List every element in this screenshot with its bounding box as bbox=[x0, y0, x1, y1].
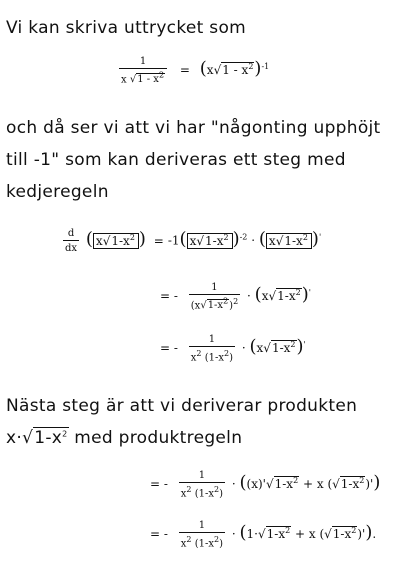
eq3-rad-sq: 2 bbox=[223, 297, 229, 306]
eq4-numerator: 1 bbox=[208, 334, 216, 345]
eq6-fraction bbox=[179, 520, 225, 549]
eq4-fraction bbox=[189, 334, 235, 363]
eq2-paren-open: ( bbox=[85, 228, 93, 250]
eq3-rhs-radicand bbox=[276, 288, 302, 303]
eq5-radicand bbox=[274, 476, 300, 491]
eq1-denominator bbox=[119, 68, 167, 85]
eq1-rhs-x: x bbox=[206, 63, 214, 78]
eq6-rad-text-2: 1-x bbox=[332, 527, 352, 542]
eq4-rhs-radicand bbox=[271, 340, 297, 355]
eq2-radicand-3 bbox=[283, 233, 309, 248]
eq5-x2: x bbox=[316, 477, 324, 492]
eq5-rad-sq-2: 2 bbox=[359, 476, 365, 486]
eq2-boxed-term-3 bbox=[266, 233, 312, 249]
eq6-paren-open: ( bbox=[239, 522, 247, 544]
eq6-radicand bbox=[266, 526, 292, 541]
equation-1 bbox=[116, 56, 269, 85]
eq3-numerator: 1 bbox=[211, 282, 218, 293]
eq3-paren-open: ( bbox=[254, 284, 262, 306]
eq6-dot: · bbox=[231, 527, 236, 542]
eq2-dot: · bbox=[251, 233, 256, 248]
line6-rest: med produktregeln bbox=[68, 428, 243, 448]
eq1-den-x: x bbox=[121, 74, 127, 86]
eq2-boxed-term bbox=[93, 233, 139, 249]
sqrt-icon bbox=[263, 341, 271, 355]
line6-sq: 2 bbox=[62, 429, 68, 439]
eq3-rhs-x: x bbox=[261, 289, 269, 304]
eq4-rhs-x: x bbox=[256, 341, 264, 356]
eq2-boxed-term-2 bbox=[187, 233, 233, 249]
eq5-rad-text-2: 1-x bbox=[340, 477, 360, 492]
eq6-rad-sq: 2 bbox=[285, 526, 291, 536]
text-line-6: x·√ $1-x^2$ med produktregeln bbox=[6, 428, 242, 448]
sqrt-icon bbox=[196, 234, 204, 248]
eq2-paren3-close: ) bbox=[311, 228, 319, 250]
eq3-rhs-rad-text: 1-x bbox=[277, 289, 296, 304]
eq5-paren-close: ) bbox=[373, 472, 381, 494]
eq3-rad-text: 1-x bbox=[207, 300, 224, 312]
eq6-rad-sq-2: 2 bbox=[351, 526, 357, 536]
eq3-lead: = - bbox=[160, 289, 178, 304]
eq2-rad-sq: 2 bbox=[129, 232, 135, 242]
eq1-rad-sq: 2 bbox=[158, 71, 165, 80]
eq2-rad-text: 1-x bbox=[111, 233, 130, 248]
eq4-paren-close: ) bbox=[296, 336, 304, 358]
eq1-rad-text: 1 - x bbox=[137, 74, 159, 86]
sqrt-icon bbox=[266, 477, 274, 491]
eq5-den-paren-sq: 2 bbox=[213, 485, 220, 494]
eq2-x2: x bbox=[189, 233, 197, 248]
eq2-prime: ' bbox=[318, 232, 322, 242]
equation-2 bbox=[60, 228, 321, 254]
eq2-rad-sq-3: 2 bbox=[302, 232, 308, 242]
eq5-den-x: x bbox=[180, 488, 187, 500]
eq4-den-sq: 2 bbox=[196, 349, 202, 358]
eq4-rhs-sq: 2 bbox=[290, 340, 296, 350]
eq4-paren-open: ( bbox=[249, 336, 257, 358]
eq4-dot: · bbox=[241, 341, 246, 356]
eq2-radicand bbox=[110, 233, 136, 248]
eq5-dot: · bbox=[231, 477, 236, 492]
eq2-radicand-2 bbox=[204, 233, 230, 248]
eq5-rad-sq: 2 bbox=[293, 476, 299, 486]
eq2-paren2-close: ) bbox=[232, 228, 240, 250]
eq2-x: x bbox=[95, 233, 103, 248]
eq6-den-paren: (1-x bbox=[194, 538, 214, 550]
eq1-radicand bbox=[136, 73, 165, 85]
eq5-paren-open: ( bbox=[239, 472, 247, 494]
eq1-paren-open: ( bbox=[199, 58, 207, 80]
eq1-rhs-rad-text: 1 - x bbox=[222, 63, 249, 78]
eq4-den-x: x bbox=[190, 352, 197, 364]
eq3-denominator: (x√ $1-x^2)^2$ bbox=[189, 294, 240, 311]
eq3-dot: · bbox=[247, 289, 251, 304]
eq2-equals: = bbox=[153, 233, 164, 248]
text-line-4: kedjeregeln bbox=[6, 182, 109, 202]
eq4-prime: ' bbox=[303, 340, 306, 350]
eq1-rhs-radicand bbox=[221, 62, 254, 77]
eq3-den-sq: 2 bbox=[233, 297, 239, 306]
text-line-1: Vi kan skriva uttrycket som bbox=[6, 18, 247, 38]
sqrt-icon bbox=[268, 289, 276, 303]
equation-5: = - $\frac{1}{x^2 (1-x^2)}$ · ((x)'√ $1-x^2 + x$ (√ $1-x^2)'$) bbox=[150, 470, 380, 499]
eq5-radicand-2 bbox=[340, 476, 366, 491]
line6-rad-text: 1-x bbox=[34, 428, 63, 448]
sqrt-icon bbox=[324, 527, 332, 541]
line6-x: x bbox=[6, 428, 17, 448]
eq6-den-paren-sq: 2 bbox=[213, 535, 220, 544]
eq2-neg-one: -1 bbox=[167, 233, 180, 248]
eq6-lead: = - bbox=[150, 527, 168, 542]
eq1-rhs-sq: 2 bbox=[248, 62, 254, 72]
eq2-exponent: -2 bbox=[239, 232, 248, 242]
eq5-den-sq: 2 bbox=[186, 485, 192, 494]
eq6-denominator: $x^2$ $(1-x^2)$ bbox=[179, 532, 225, 549]
eq6-den-sq: 2 bbox=[186, 535, 192, 544]
eq5-fraction bbox=[179, 470, 225, 499]
eq1-paren-close: ) bbox=[254, 58, 262, 80]
sqrt-icon bbox=[332, 477, 340, 491]
eq5-rad-text: 1-x bbox=[274, 477, 294, 492]
eq4-rhs-rad-text: 1-x bbox=[271, 341, 291, 356]
eq3-den-x: x bbox=[194, 300, 201, 312]
line6-radicand bbox=[33, 427, 68, 448]
text-line-5: Nästa steg är att vi deriverar produkten bbox=[6, 396, 358, 416]
eq5-x: x bbox=[251, 477, 258, 492]
eq6-rad-text: 1-x bbox=[266, 527, 286, 542]
eq5-numerator: 1 bbox=[198, 470, 206, 481]
eq2-derivative-operator bbox=[63, 228, 79, 254]
eq6-numerator: 1 bbox=[198, 520, 206, 531]
eq2-paren3-open: ( bbox=[258, 228, 266, 250]
eq4-denominator: $x^2$ $(1-x^2)$ bbox=[189, 346, 235, 363]
equation-6: = - $\frac{1}{x^2 (1-x^2)}$ · (1·√ $1-x^2 + x$ (√ $1-x^2)'$). bbox=[150, 520, 376, 549]
sqrt-icon bbox=[200, 300, 206, 311]
eq3-fraction bbox=[189, 282, 240, 311]
eq2-paren-close: ) bbox=[138, 228, 146, 250]
eq6-one: 1 bbox=[246, 527, 255, 542]
eq5-den-paren: (1-x bbox=[194, 488, 214, 500]
eq4-den-paren: (1-x bbox=[204, 352, 224, 364]
eq6-radicand-2 bbox=[332, 526, 358, 541]
text-line-2: och då ser vi att vi har "någonting upphöjt bbox=[6, 118, 381, 138]
sqrt-icon bbox=[22, 428, 33, 448]
eq4-lead: = - bbox=[160, 341, 178, 356]
text-line-3: till -1" som kan deriveras ett steg med bbox=[6, 150, 346, 170]
eq3-paren-close: ) bbox=[301, 284, 309, 306]
eq4-den-paren-sq: 2 bbox=[223, 349, 230, 358]
equation-3 bbox=[160, 282, 311, 311]
eq1-equals: = bbox=[179, 63, 190, 78]
eq3-prime: ' bbox=[308, 288, 311, 298]
eq6-den-x: x bbox=[180, 538, 187, 550]
eq2-rad-text-3: 1-x bbox=[284, 233, 303, 248]
eq2-d: d bbox=[67, 228, 75, 239]
eq5-lead: = - bbox=[150, 477, 168, 492]
eq1-numerator: 1 bbox=[139, 56, 147, 67]
eq1-exponent: -1 bbox=[261, 62, 270, 72]
equation-4 bbox=[160, 334, 306, 363]
eq1-fraction bbox=[119, 56, 167, 85]
eq2-x3: x bbox=[268, 233, 276, 248]
eq2-rad-text-2: 1-x bbox=[205, 233, 224, 248]
eq2-dx: dx bbox=[63, 240, 79, 254]
eq3-rhs-sq: 2 bbox=[295, 288, 301, 298]
sqrt-icon bbox=[258, 527, 266, 541]
eq6-paren-close: ) bbox=[365, 522, 373, 544]
eq5-denominator: $x^2$ $(1-x^2)$ bbox=[179, 482, 225, 499]
eq2-rad-sq-2: 2 bbox=[223, 232, 229, 242]
eq3-radicand bbox=[207, 299, 229, 311]
eq2-paren2-open: ( bbox=[179, 228, 187, 250]
